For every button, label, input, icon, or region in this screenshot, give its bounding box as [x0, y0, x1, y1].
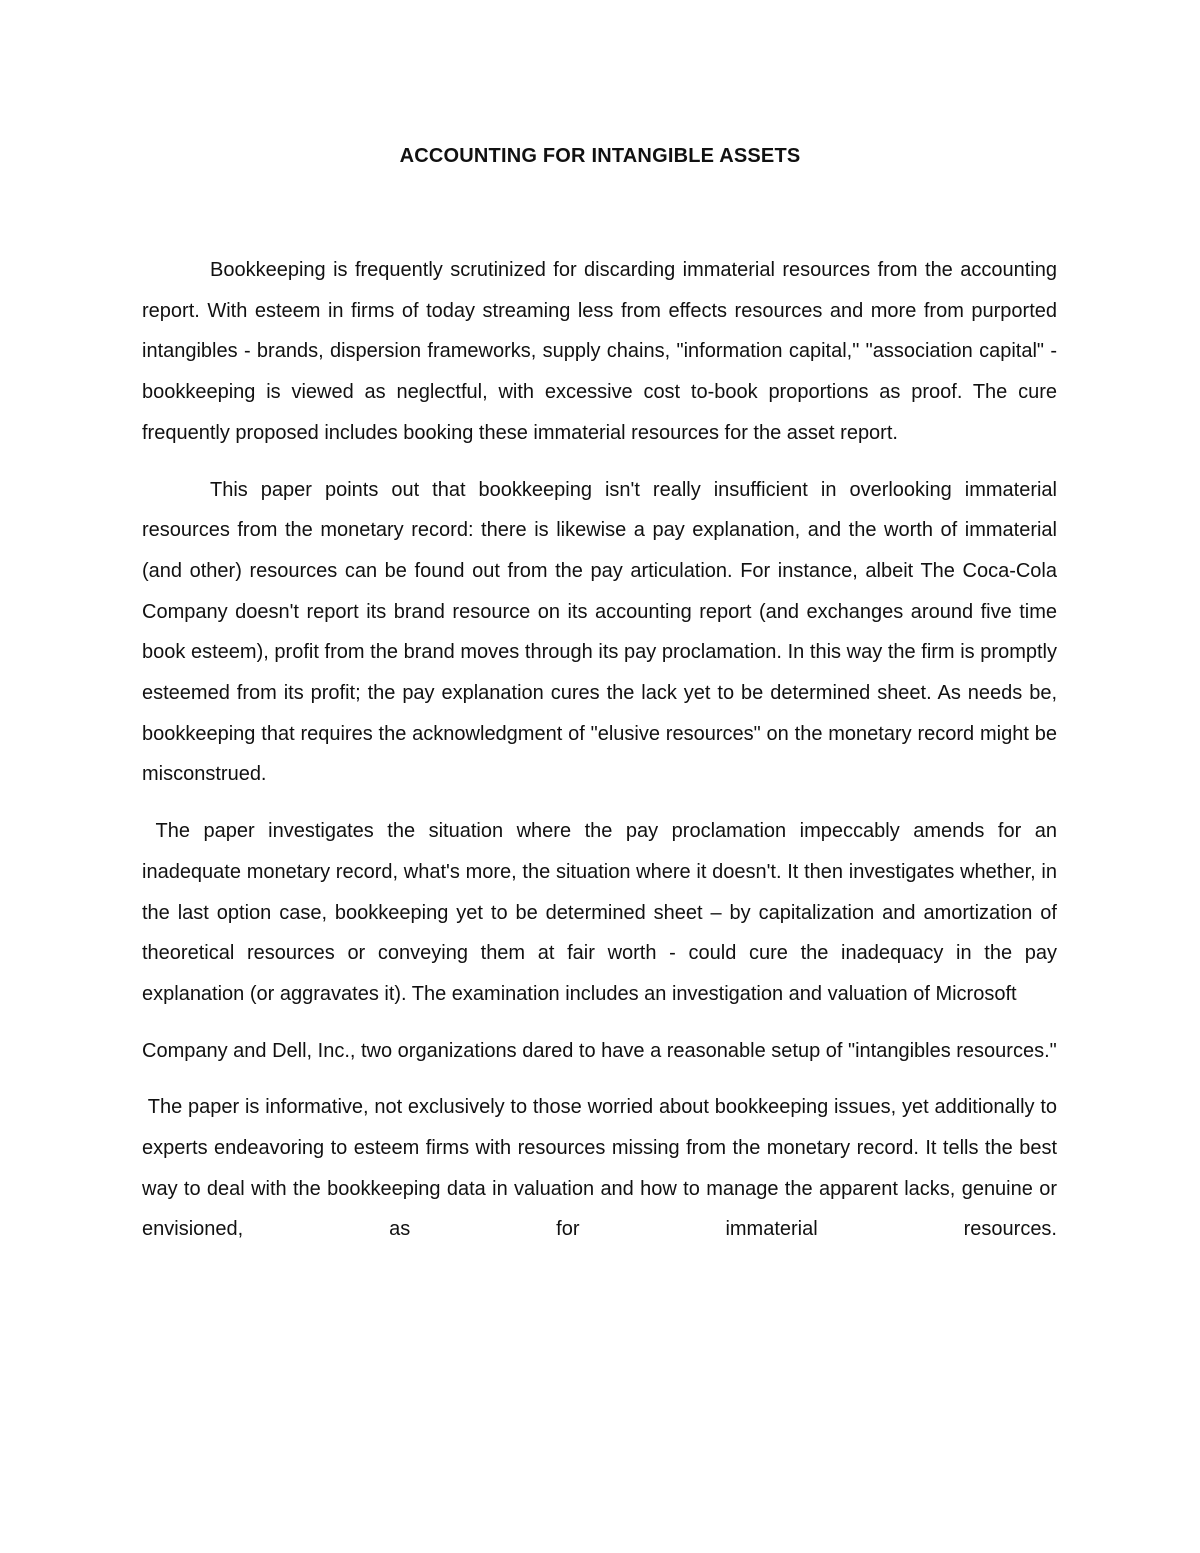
document-title: ACCOUNTING FOR INTANGIBLE ASSETS [399, 145, 801, 167]
paragraph-conclusion: The paper is informative, not exclusively to those worried about bookkeeping issues, yet additionally to experts endeavoring to esteem firms with resources missing from the monetary record. It tells the best way to deal with the bookkeeping data in valuation and how to manage the apparent lacks, genuine or envisioned, as for immaterial resources. [142, 1096, 1063, 1241]
paragraph-intro: Bookkeeping is frequently scrutinized for discarding immaterial resources from the accounting report. With esteem in firms of today streaming less from effects resources and more from purported intangibles - brands, dispersion frameworks, supply chains, "information capital," "association capital" - bookkeeping is viewed as neglectful, with excessive cost to-book proportions as proof. The cure frequently proposed includes booking these immaterial resources for the asset report. [142, 259, 1057, 444]
paragraph-investigation: The paper investigates the situation where the pay proclamation impeccably amends for an inadequate monetary record, what's more, the situation where it doesn't. It then investigates whether, in the last option case, bookkeeping yet to be determined sheet – by capitalization and amortization of theoretical resources or conveying them at fair worth - could cure the inadequacy in the pay explanation (or aggravates it). The examination includes an investigation and valuation of Microsoft [142, 820, 1063, 1005]
paragraph-companies: Company and Dell, Inc., two organizations dared to have a reasonable setup of "intangibles resources." [142, 1039, 1057, 1062]
document-body [142, 250, 1063, 1250]
paragraph-thesis: This paper points out that bookkeeping isn't really insufficient in overlooking immaterial resources from the monetary record: there is likewise a pay explanation, and the worth of immaterial (and other) resources can be found out from the pay articulation. For instance, albeit The Coca-Cola Company doesn't report its brand resource on its accounting report (and exchanges around five time book esteem), profit from the brand moves through its pay proclamation. In this way the firm is promptly esteemed from its profit; the pay explanation cures the lack yet to be determined sheet. As needs be, bookkeeping that requires the acknowledgment of "elusive resources" on the monetary record might be misconstrued. [142, 478, 1057, 786]
